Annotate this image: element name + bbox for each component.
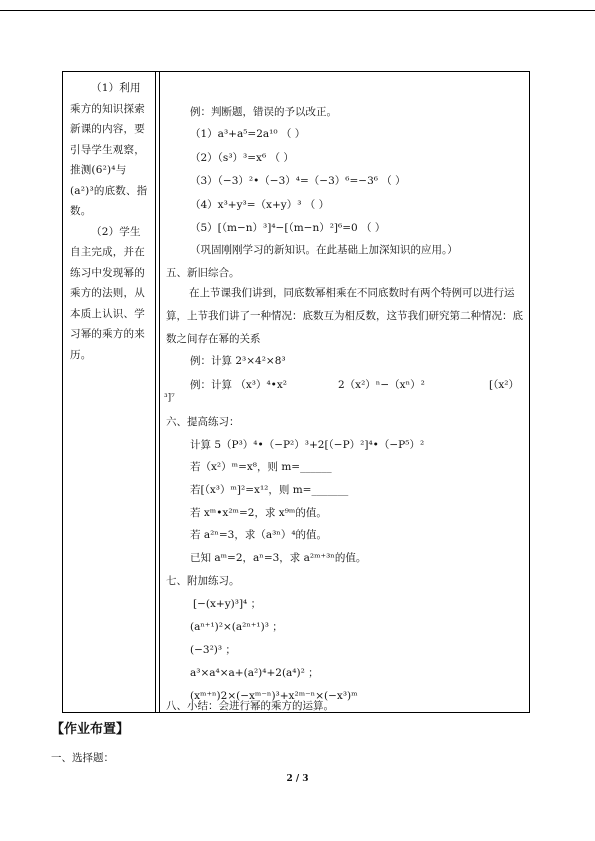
example-calc-1: 例：计算 2³×4²×8³ [190, 355, 286, 367]
section5-text: 在上节课我们讲到，同底数幂相乘在不同底数时有两个特例可以进行运算，上节我们讲了一种情况：底数互为相反数，这节我们研究第二种情况：底数之间存在幂的关系 [166, 287, 523, 345]
practice-1: 计算 5（P³）⁴•（−P²）³+2[（−P）²]⁴•（−P⁵）² [190, 439, 425, 451]
lesson-table [62, 71, 530, 713]
practice-3: 若[（x³）ᵐ]²=x¹²，则 m=_______ [190, 484, 349, 496]
page-indicator: 2 / 3 [286, 774, 309, 784]
example-calc-2-wrap: ³]⁷ [164, 393, 175, 403]
judge-item-5: （5）[（m−n）³]⁴−[（m−n）²]⁶=0 （ ） [190, 222, 386, 234]
header-rule [0, 10, 595, 11]
extra-5: (xᵐ⁺ⁿ)2×(−xᵐ⁻ⁿ)³+x²ᵐ⁻ⁿ×(−x³)ᵐ [190, 690, 358, 702]
example-intro: 例：判断题，错误的予以改正。 [190, 106, 337, 118]
section8-summary: 八、小结：会进行幂的乘方的运算。 [166, 700, 334, 712]
teaching-note-2: （2）学生自主完成，并在练习中发现幂的乘方的法则，从本质上认识、学习幂的乘方的来历。 [70, 225, 145, 361]
question-type-label: 一、选择题： [51, 752, 114, 764]
extra-3: (−3²)³ ； [190, 644, 236, 656]
example-calc-2b: 2（x²）ⁿ−（xⁿ）² [338, 379, 425, 391]
section6-title: 六、提高练习： [166, 416, 240, 428]
extra-1: [−(x+y)³]⁴ ； [193, 598, 262, 610]
section7-title: 七、附加练习。 [166, 575, 240, 587]
lesson-content-column [160, 72, 529, 712]
example-calc-2c: [（x²） [489, 379, 519, 391]
judge-item-3: （3）（−3）²•（−3）⁴=（−3）⁶=−3⁶ （ ） [190, 175, 406, 187]
consolidate-note: （巩固刚刚学习的新知识。在此基础上加深知识的应用。） [190, 244, 458, 256]
practice-2: 若（x²）ᵐ=x⁸，则 m=______ [190, 461, 332, 473]
judge-item-2: （2）（s³）³=x⁶ （ ） [190, 152, 294, 164]
extra-2: (aⁿ⁺¹)²×(a²ⁿ⁺¹)³ ； [190, 621, 283, 633]
judge-item-4: （4）x³+y³=（x+y）³ （ ） [190, 199, 330, 211]
practice-6: 已知 aᵐ=2，aⁿ=3，求 a²ᵐ⁺³ⁿ的值。 [190, 552, 367, 564]
practice-5: 若 a²ⁿ=3，求（a³ⁿ）⁴的值。 [190, 529, 328, 541]
teaching-note-1: （1）利用乘方的知识探索新课的内容，要引导学生观察，推测(6²)⁴与(a²)³的底数、指数。 [70, 82, 148, 217]
judge-item-1: （1）a³+a⁵=2a¹⁰ （ ） [190, 128, 306, 140]
homework-heading: 【作业布置】 [51, 722, 130, 737]
practice-4: 若 xᵐ•x²ᵐ=2，求 x⁹ᵐ的值。 [190, 507, 327, 519]
example-calc-2a: 例：计算 （x³）⁴•x² [190, 379, 288, 391]
teaching-notes-column [63, 72, 156, 712]
extra-4: a³×a⁴×a+(a²)⁴+2(a⁴)² ； [190, 667, 319, 679]
section5-title: 五、新旧综合。 [166, 267, 240, 279]
